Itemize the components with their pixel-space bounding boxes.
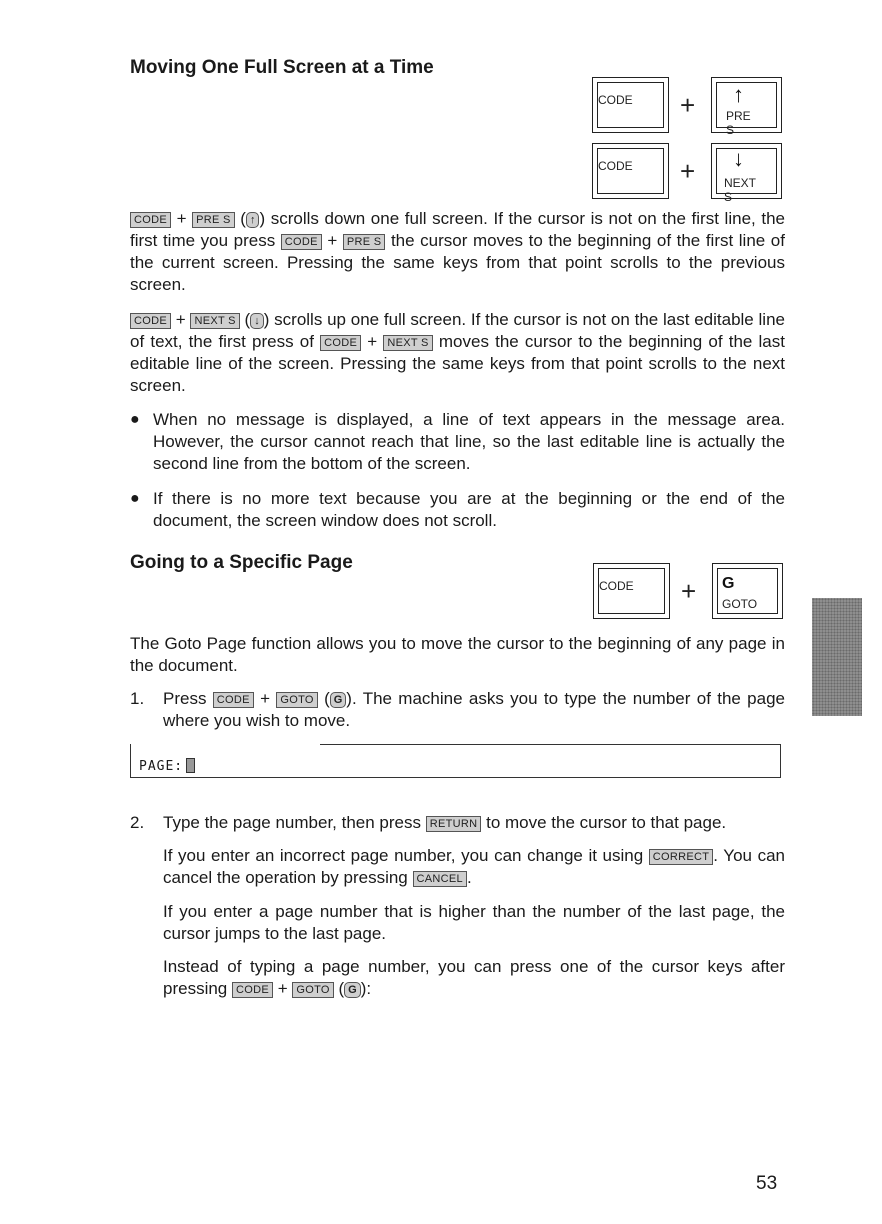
goto-key-inline: GOTO <box>292 982 333 998</box>
page-prompt <box>139 756 195 778</box>
paragraph-text: moves the cursor to the beginning of the last editable line of the screen. Pressing the same keys from that point scrolls to the next screen. <box>130 332 785 395</box>
plus-sign: + <box>680 156 696 186</box>
step-2-text <box>163 812 785 834</box>
plus-text: + <box>175 310 186 329</box>
code-key-inline: CODE <box>320 335 361 351</box>
cursor-block <box>186 758 195 773</box>
bullet-item: If there is no more text because you are at the beginning or the end of the document, the screen window does not scroll. <box>153 489 785 530</box>
code-key-label: CODE <box>598 93 633 107</box>
paragraph-cursor-keys: Instead of typing a page number, you can press one of the cursor keys after pressing CODE + GOTO ( G ): <box>163 957 785 998</box>
paragraph-scroll-down: CODE + PRE S ( ↑ ) scrolls down one full screen. If the cursor is not on the first line, the first time you press CODE + PRE S the cursor moves to the beginning of the first line of the current screen. Pressing the same keys from that point scrolls to the previous screen. <box>130 209 785 294</box>
step-number: 1. <box>130 689 145 708</box>
step-1-text: Press CODE + GOTO ( G ). The machine asks you to type the number of the page where you wish to move. <box>163 689 785 730</box>
up-arrow-icon: ↑ <box>733 82 744 107</box>
up-arrow-key-inline: ↑ <box>246 212 260 228</box>
code-key-inline: CODE <box>232 982 273 998</box>
code-key-label: CODE <box>598 159 633 173</box>
bullet-item: When no message is displayed, a line of text appears in the message area. However, the cursor cannot reach that line, so the last editable line is actually the second line from the bottom of the screen. <box>153 410 785 473</box>
goto-key-label: GOTO <box>722 597 758 611</box>
step-number: 2. <box>130 813 145 832</box>
g-key-inline: G <box>344 982 361 998</box>
correct-key-inline: CORRECT <box>649 849 714 865</box>
step-text: Type the page number, then press <box>163 813 426 832</box>
page-number: 53 <box>756 1173 778 1194</box>
down-arrow-icon: ↓ <box>733 146 744 171</box>
pres-key-label: PRE S <box>726 109 751 137</box>
return-key-inline: RETURN <box>426 816 482 832</box>
paragraph-text: the cursor moves to the beginning of the first line of the current screen. Pressing the same keys from that point scrolls to the previous screen. <box>130 231 785 294</box>
plus-text: + <box>176 209 187 228</box>
paragraph-text: scrolls down one full screen. If the cursor is not on the first line, the first time you press <box>130 209 785 250</box>
code-key-inline: CODE <box>130 313 171 329</box>
screen-display-box <box>130 744 781 778</box>
plus-text: + <box>277 979 288 998</box>
step-text: to move the cursor to that page. <box>481 813 727 832</box>
code-key-inline: CODE <box>213 692 254 708</box>
plus-sign: + <box>680 90 696 120</box>
section-side-tab <box>812 578 879 738</box>
paragraph-goto-intro: The Goto Page function allows you to move the cursor to the beginning of any page in the document. <box>130 634 785 675</box>
nexts-key-inline: NEXT S <box>383 335 432 351</box>
goto-key-inline: GOTO <box>276 692 317 708</box>
section-heading-full-screen: Moving One Full Screen at a Time <box>130 57 434 78</box>
down-arrow-key-inline: ↓ <box>250 313 264 329</box>
paragraph-text: If you enter an incorrect page number, you can change it using <box>163 846 649 865</box>
g-key-inline: G <box>330 692 347 708</box>
plus-text: + <box>260 689 271 708</box>
g-key-letter: G <box>722 575 735 592</box>
code-key-inline: CODE <box>281 234 322 250</box>
nexts-key-label: NEXT S <box>724 176 756 204</box>
section-heading-goto-page: Going to a Specific Page <box>130 552 353 573</box>
step-text: . The machine asks you to type the number of the page where you wish to move. <box>163 689 785 730</box>
paragraph-text: Instead of typing a page number, you can press one of the cursor keys after pressing <box>163 957 785 998</box>
pres-key-inline: PRE S <box>192 212 235 228</box>
bullet-dot: ● <box>130 490 140 507</box>
screen-divider <box>320 744 781 745</box>
cancel-key-inline: CANCEL <box>413 871 467 887</box>
pres-key-inline: PRE S <box>343 234 386 250</box>
paragraph-scroll-up: CODE + NEXT S ( ↓ ) scrolls up one full screen. If the cursor is not on the last editable line of text, the first press of CODE + NEXT S moves the cursor to the beginning of the last editable line of the screen. Pressing the same keys from that point scrolls to the next screen. <box>130 310 785 395</box>
plus-text: + <box>367 332 378 351</box>
step-text: Press <box>163 689 213 708</box>
bullet-dot: ● <box>130 411 140 428</box>
paragraph-higher-number: If you enter a page number that is higher than the number of the last page, the cursor jumps to the last page. <box>163 902 785 943</box>
paragraph-incorrect-number <box>163 845 785 889</box>
nexts-key-inline: NEXT S <box>190 313 239 329</box>
code-key-inline: CODE <box>130 212 171 228</box>
code-key-label: CODE <box>599 579 634 593</box>
paragraph-text: . You can cancel the operation by pressing <box>163 846 785 887</box>
plus-sign: + <box>681 576 697 606</box>
page-prompt-label: PAGE: <box>139 759 184 774</box>
paragraph-text: . <box>466 868 472 887</box>
paragraph-text: scrolls up one full screen. If the cursor is not on the last editable line of text, the first press of <box>130 310 785 351</box>
paragraph-text: : <box>366 979 372 998</box>
plus-text: + <box>327 231 338 250</box>
side-tab-label: WORD PROCESSING <box>862 578 879 738</box>
